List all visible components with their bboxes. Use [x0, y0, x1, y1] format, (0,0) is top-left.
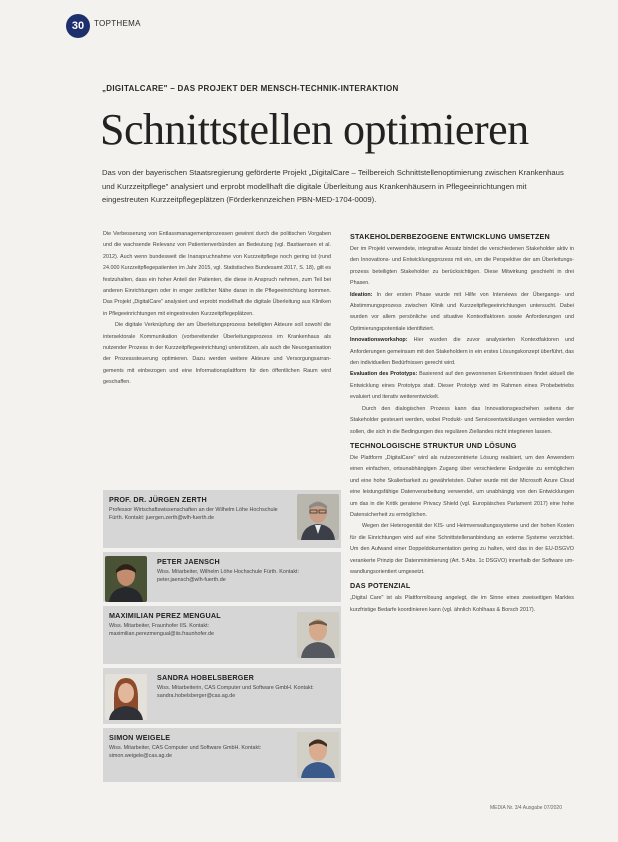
body-paragraph: Durch den dialogischen Prozess kann das Innovationsgeschehen seitens der Stakeholder gesteuert werden, wobei Produkt- und Serviceentwicklungen vermieden werden sollen, die sich in die Bedingungen des regulären Ziellandes nicht integrieren lassen. — [350, 405, 574, 435]
article-headline: Schnittstellen optimieren — [100, 105, 529, 154]
author-info: Wiss. Mitarbeiter, CAS Computer und Software GmbH. Kontakt: simon.weigele@cas.ag.de — [109, 745, 262, 760]
author-photo — [297, 612, 339, 658]
section-heading: STAKEHOLDERBEZOGENE ENTWICKLUNG UMSETZEN — [350, 232, 550, 241]
author-info: Professor Wirtschaftswissenschaften an der Wilhelm Löhe Hochschule Fürth. Kontakt: juergen.zerth@wlh-fuerth.de — [109, 507, 278, 522]
term-label: Ideation: — [350, 291, 373, 298]
article-lead: Das von der bayerischen Staatsregierung geförderte Projekt „DigitalCare – Teilbereich Schnittstellenoptimierung zwischen Krankenhaus und Kurzzeitpflege" analysiert und erprobt modellhaft die digitale Überleitung aus Krankenhäusern in Pflegeeinrichtungen mit eingestreuten Kurzzeitpflegeplätzen (Förderkennzeichen PBN-MED-1704-0009). — [102, 168, 564, 204]
term-label: Evaluation des Prototyps: — [350, 371, 418, 378]
body-paragraph: Die digitale Verknüpfung der am Überleitungsprozess beteiligten Akteure soll sowohl die intersektorale Kommunikation (vorbereitender Überleitungsprozess im Krankenhaus als nutzender Prozess in der Kurzzeitpflegeeinrichtung) unterstützen, als auch die Neuorganisation der Prozesssteuerung optimieren. Dazu werden weitere Akteure und Versorgungsarrangements mit einbezogen und eine Informationsplattform für den öffentlichen Raum wird geschaffen. — [103, 322, 331, 386]
author-name: MAXIMILIAN PEREZ MENGUAL — [109, 611, 221, 620]
body-paragraph: Innovationsworkshop: Hier wurden die zuvor analysierten Kontextfaktoren und Anforderungen gemeinsam mit den Stakeholdern in ein erstes Lösungskonzept überführt, das den individuellen Bedürfnissen gerecht wird. — [350, 337, 574, 367]
body-paragraph: „Digital Care" ist als Plattformlösung angelegt, die im Sinne eines zweiseitigen Marktes kurzfristige Bedarfe koordinieren kann (vgl. ähnlich Kohlhaas & Borsch 2017). — [350, 595, 574, 613]
body-paragraph: Evaluation des Prototyps: Basierend auf den gewonnenen Erkenntnissen findet aktuell die Entwicklung eines Prototyps statt. Dieser Prototyp wird im Rahmen eines Probebetriebs evaluiert und iterativ weiterentwickelt. — [350, 371, 574, 401]
section-heading: DAS POTENZIAL — [350, 581, 411, 591]
author-info: Wiss. Mitarbeiter, Wilhelm Löhe Hochschule Fürth. Kontakt: peter.jaensch@wlh-fuerth.de — [157, 569, 300, 584]
author-name: SIMON WEIGELE — [109, 733, 171, 742]
body-paragraph: Wegen der Heterogenität der KIS- und Heimverwaltungssysteme und der hohen Kosten für die Einrichtungen wird auf eine Schnittstellenanbindung an externe Systeme verzichtet. Um den Aufwand einer Doppeldokumentation gering zu halten, wird das in der EU-DSGVO verankerte Prinzip der Datenminimierung (Art. 5 Abs. 1c DSGVO) innerhalb der Software umwandlungsorientiert umgesetzt. — [350, 523, 574, 575]
term-label: Innovationsworkshop: — [350, 337, 408, 344]
body-paragraph: Die Verbesserung von Entlassmanagementprozessen gewinnt durch die politischen Vorgaben und die wachsende Relevanz von Patientenverbünden an Bedeutung (vgl. Bastiaensen et al. 2012). Auch wenn bundesweit die Inanspruchnahme von Kurzzeitpflege noch gering ist (rund 24.000 Kurzzeitpflegepatienten im Jahr 2015, vgl. Statistisches Bundesamt 2017, S. 18), gilt es festzuhalten, dass ein hoher Anteil der Patienten, die diese in Anspruch nehmen, zum Teil bei anderen Einrichtungen oder in enger zeitlicher Nähe daran in die Pflegeeinrichtung kommen. Das Projekt „DigitalCare" analysiert und erprobt modellhaft die digitale Überleitung aus Kliniken in Pflegeeinrichtungen mit eingestreuten Kurzzeitpflegeplätzen. — [103, 231, 331, 317]
page-footer: MEDIA Nr. 3/4 Ausgabe 07/2020 — [490, 805, 562, 811]
section-heading: TECHNOLOGISCHE STRUKTUR UND LÖSUNG — [350, 440, 517, 450]
body-paragraph: Ideation: In der ersten Phase wurde mit Hilfe von Interviews der Übergangs- und Abstimmungsprozess zwischen Klinik und Kurzzeitpflegeeinrichtungen untersucht. Dabei wurden vor allem persönliche und situative Kontextfaktoren sowie Anforderungen und Optimierungspotentiale identifiziert. — [350, 291, 574, 332]
column-left — [103, 229, 331, 389]
author-info: Wiss. Mitarbeiter, Fraunhofer IIS. Kontakt: maximilian.perezmengual@iis.fraunhofer.de — [109, 623, 214, 638]
author-photo — [105, 674, 147, 720]
author-info: Wiss. Mitarbeiterin, CAS Computer und Software GmbH. Kontakt: sandra.hobelsberger@cas.ag.de — [157, 685, 314, 700]
author-name: SANDRA HOBELSBERGER — [157, 673, 254, 682]
author-name: PETER JAENSCH — [157, 557, 220, 566]
author-photo — [297, 494, 339, 540]
author-photo — [297, 732, 339, 778]
author-photo — [105, 556, 147, 602]
page-number-badge: 30 — [66, 14, 90, 38]
section-label: TOPTHEMA — [94, 19, 141, 28]
article-kicker: „DIGITALCARE" – DAS PROJEKT DER MENSCH-TECHNIK-INTERAKTION — [102, 84, 399, 93]
author-name: PROF. DR. JÜRGEN ZERTH — [109, 495, 207, 504]
body-paragraph: Der im Projekt verwendete, integrative Ansatz bindet die verschiedenen Stakeholder aktiv in den Innovations- und Entwicklungsprozess mit ein, um die Perspektive der am Überleitungsprozess beteiligten Stakeholder zu berücksichtigen. Diese Mitwirkung geschieht in drei Phasen. — [350, 246, 574, 287]
body-paragraph: Die Plattform „DigitalCare" wird als nutzerzentrierte Lösung realisiert, um den Anwendern einen einfachen, ortsunabhängigen Zugang über verschiedene Endgeräte zu ermöglichen und eine hohe Skalierbarkeit zu gewährleisten. Daher wurde mit der Microsoft Azure Cloud eine leistungsfähige Datenverarbeitung verwendet, um unabhängig von den Entwicklungen um das in die Kritik geratene Privacy Shield (vgl. Europäisches Parlament 2017) eine hohe Datensicherheit zu ermöglichen. — [350, 454, 574, 518]
column-right — [350, 229, 574, 616]
